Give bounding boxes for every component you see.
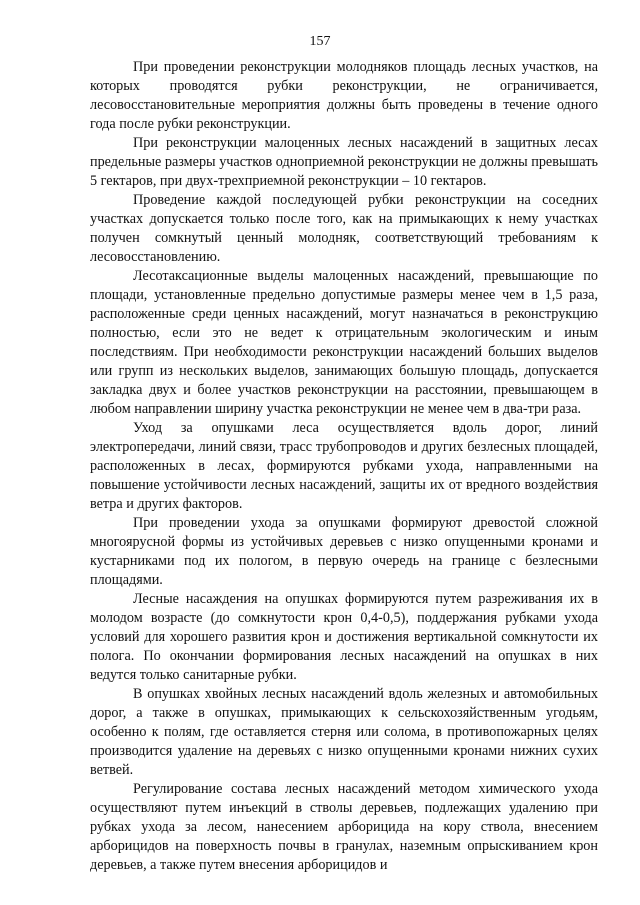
paragraph-young-stand-reconstruction: При проведении реконструкции молодняков площадь лесных участков, на которых проводятся рубки реконструкции, не ограничивается, лесовосстановительные мероприятия должны быть проведены в течение одного года после рубки реконструкции. xyxy=(90,59,598,132)
paragraph-forest-edge-care: Уход за опушками леса осуществляется вдоль дорог, линий электропередачи, линий связи, трасс трубопроводов и других безлесных площадей, расположенных в лесах, формируются рубками ухода, направленными на повышение устойчивости лесных насаждений, защиты их от вредного воздействия ветра и других факторов. xyxy=(90,420,598,512)
paragraph-protective-forest-limits: При реконструкции малоценных лесных насаждений в защитных лесах предельные размеры участков одноприемной реконструкции не должны превышать 5 гектаров, при двух-трехприемной реконструкции – 10 гектаров. xyxy=(90,135,598,189)
document-body xyxy=(90,58,598,875)
paragraph-coniferous-edges: В опушках хвойных лесных насаждений вдоль железных и автомобильных дорог, а также в опушках, примыкающих к сельскохозяйственным угодьям, особенно к полям, где оставляется стерня или солома, в противопожарных целях производится удаление на деревьях с низко опущенными кронами нижних сухих ветвей. xyxy=(90,686,598,778)
paragraph-subsequent-felling: Проведение каждой последующей рубки реконструкции на соседних участках допускается только после того, как на примыкающих к нему участках получен сомкнутый ценный молодняк, соответствующий требованиям к лесовосстановлению. xyxy=(90,192,598,265)
paragraph-edge-thinning: Лесные насаждения на опушках формируются путем разреживания их в молодом возрасте (до сомкнутости крон 0,4-0,5), поддержания рубками ухода условий для хорошего развития крон и достижения вертикальной сомкнутости их полога. По окончании формирования лесных насаждений на опушках в них ведутся только санитарные рубки. xyxy=(90,591,598,683)
paragraph-chemical-care: Регулирование состава лесных насаждений методом химического ухода осуществляют путем инъекций в стволы деревьев, подлежащих удалению при рубках ухода за лесом, нанесением арборицида на кору ствола, внесением арборицидов на поверхность почвы в гранулах, наземным опрыскиванием крон деревьев, а также путем внесения арборицидов и xyxy=(90,781,598,873)
page-number: 157 xyxy=(309,34,331,49)
paragraph-low-value-plots: Лесотаксационные выделы малоценных насаждений, превышающие по площади, установленные предельно допустимые размеры менее чем в 1,5 раза, расположенные среди ценных насаждений, могут назначаться в реконструкцию полностью, если это не ведет к отрицательным экологическим и иным последствиям. При необходимости реконструкции насаждений больших выделов или групп из нескольких выделов, занимающих большую площадь, допускается закладка двух и более участков реконструкции на расстоянии, превышающем в любом направлении ширину участка реконструкции не менее чем в два-три раза. xyxy=(90,268,598,417)
paragraph-edge-stand-form: При проведении ухода за опушками формируют древостой сложной многоярусной формы из устойчивых деревьев с низко опущенными кронами и кустарниками под их пологом, в первую очередь на границе с безлесными площадями. xyxy=(90,515,598,588)
